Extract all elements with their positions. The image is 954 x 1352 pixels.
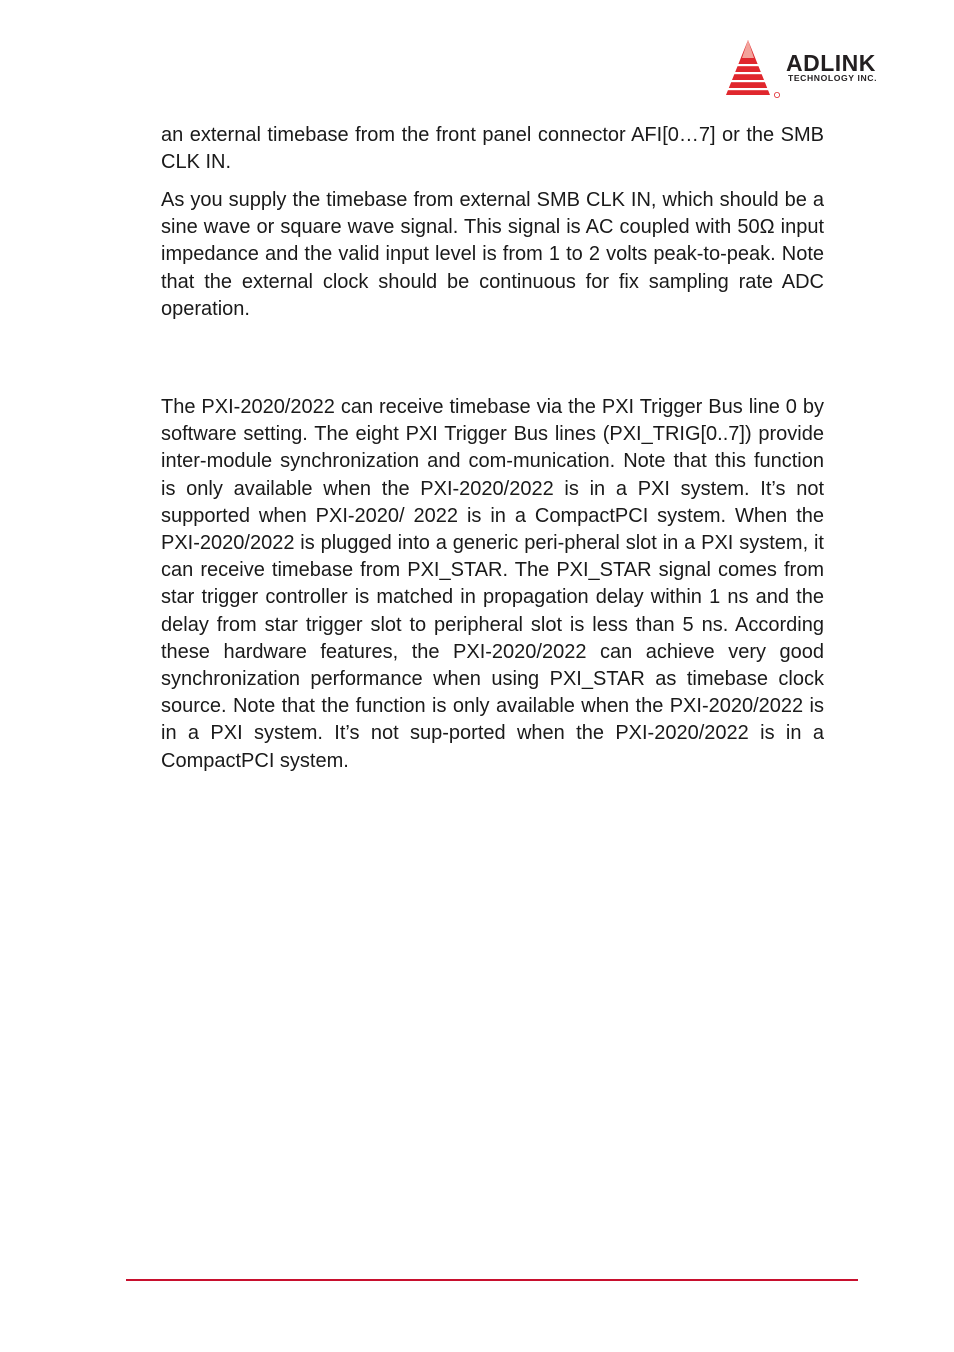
body-paragraph-1: an external timebase from the front panel connector AFI[0…7] or the SMB CLK IN. — [161, 124, 824, 174]
logo-tagline: TECHNOLOGY INC. — [788, 73, 878, 83]
footer-divider — [126, 1279, 858, 1281]
adlink-logo — [722, 38, 912, 98]
body-paragraph-3: The PXI-2020/2022 can receive timebase via the PXI Trigger Bus line 0 by software setting. The eight PXI Trigger Bus lines (PXI_TRIG[0..7]) provide inter-module synchronization and com-munication. Note that this function is only available when the PXI-2020/2022 is in a PXI system. It’s not supported when PXI-2020/ 2022 is in a CompactPCI system. When the PXI-2020/2022 is plugged into a generic peri-pheral slot in a PXI system, it can receive timebase from PXI_STAR. The PXI_STAR signal comes from star trigger controller is matched in propagation delay within 1 ns and the delay from star trigger slot to peripheral slot is less than 5 ns. According these hardware features, the PXI-2020/2022 can achieve very good synchronization performance when using PXI_STAR as timebase clock source. Note that the function is only available when the PXI-2020/2022 is in a PXI system. It’s not sup-ported when the PXI-2020/2022 is in a CompactPCI system. — [161, 396, 824, 772]
logo-wordmark: ADLINK — [786, 50, 876, 76]
body-paragraph-2: As you supply the timebase from external SMB CLK IN, which should be a sine wave or square wave signal. This signal is AC coupled with 50Ω input impedance and the valid input level is from 1 to 2 volts peak-to-peak. Note that the external clock should be continuous for fix sampling rate ADC operation. — [161, 189, 824, 320]
adlink-triangle-logo-icon — [722, 38, 784, 98]
